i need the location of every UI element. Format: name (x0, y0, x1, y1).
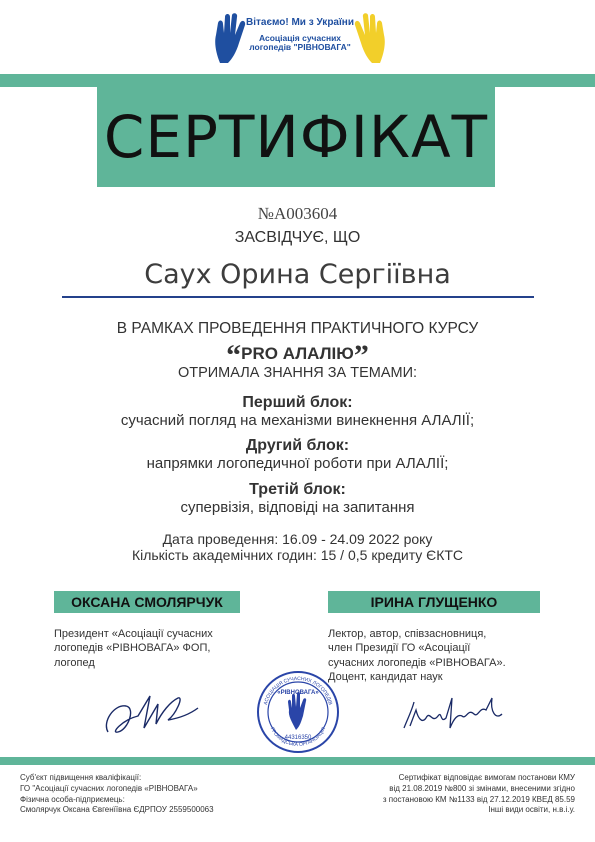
association-stamp (256, 670, 340, 754)
footer-right-line: Сертифікат відповідає вимогам постанови КМУ (398, 773, 575, 782)
left-signatory-banner (54, 591, 240, 613)
stamp-ring-text: АСОЦІАЦІЯ СУЧАСНИХ ЛОГОПЕДІВ (262, 675, 334, 706)
logo-association-name: логопедів "РІВНОВАГА" (249, 42, 351, 53)
left-signatory-name: ОКСАНА СМОЛЯРЧУК (71, 594, 223, 610)
left-signatory-description (54, 627, 213, 670)
academic-hours: Кількість академічних годин: 15 / 0,5 кредиту ЄКТС (131, 547, 464, 563)
top-stripe (0, 74, 595, 87)
footer-left-line: Фізична особа-підприємець: (20, 794, 125, 804)
block-3-title: Третій блок: (249, 481, 346, 498)
name-underline (62, 296, 534, 298)
right-desc-line: член Президії ГО «Асоціації (328, 642, 471, 655)
footer-left-line: Смолярчук Оксана Євгенїївна ЄДРПОУ 2559500063 (20, 805, 214, 815)
right-desc-line: Доцент, кандидат наук (328, 670, 443, 683)
footer-left-line: Суб'єкт підвищення кваліфікації: (20, 773, 142, 782)
knowledge-line: ОТРИМАЛА ЗНАННЯ ЗА ТЕМАМИ: (177, 365, 418, 381)
right-signature (396, 688, 508, 744)
open-quote: “ (226, 339, 242, 372)
block-3-text: супервізія, відповіді на запитання (180, 499, 415, 516)
stamp-code: 44316350 (284, 735, 312, 741)
right-signatory-name: ІРИНА ГЛУЩЕНКО (370, 594, 498, 610)
right-desc-line: Лектор, автор, співзасновниця, (328, 628, 487, 640)
footer-right-line: від 21.08.2019 №800 зі змінами, внесеними згідно (389, 783, 575, 793)
left-desc-line: логопед (54, 656, 95, 669)
footer-right-info (383, 773, 575, 816)
footer-left-info (20, 773, 214, 816)
stamp-bottom-text: ГРОМАДСЬКА ОРГАНІЗАЦІЯ (268, 726, 328, 749)
event-date: Дата проведення: 16.09 - 24.09 2022 року (162, 531, 433, 547)
blue-hand-icon (212, 13, 250, 65)
footer-right-line: Інші види освіти, н.в.і.у. (488, 805, 575, 815)
block-2-title: Другий блок: (245, 437, 350, 454)
left-desc-line: Президент «Асоціації сучасних (54, 628, 213, 640)
footer-stripe (0, 757, 595, 765)
left-desc-line: логопедів «РІВНОВАГА» ФОП, (54, 642, 211, 655)
title-banner (97, 87, 495, 187)
course-intro: В РАМКАХ ПРОВЕДЕННЯ ПРАКТИЧНОГО КУРСУ (116, 320, 479, 337)
block-2-text: напрямки логопедичної роботи при АЛАЛІЇ; (146, 455, 449, 472)
certifies-text: ЗАСВІДЧУЄ, ЩО (234, 229, 361, 246)
block-1-text: сучасний погляд на механізми винекнення АЛАЛІЇ; (120, 412, 475, 429)
stamp-center-text: «РІВНОВАГА» (277, 690, 319, 696)
certificate-title: СЕРТИФІКАТ (103, 103, 489, 171)
logo-greeting: Вітаємо! Ми з України (246, 17, 354, 28)
footer-right-line: з постановою КМ №1133 від 27.12.2019 КВЕД 85.59 (382, 794, 575, 804)
right-signatory-banner (328, 591, 540, 613)
right-signatory-description (328, 627, 506, 684)
right-desc-line: сучасних логопедів «РІВНОВАГА». (328, 656, 506, 669)
left-signature (98, 684, 202, 744)
yellow-hand-icon (350, 13, 388, 65)
certificate-number: №А003604 (257, 204, 338, 223)
course-title: PRO АЛАЛІЮ (241, 344, 354, 363)
association-logo (212, 9, 388, 71)
footer-left-line: ГО "Асоціації сучасних логопедів «РІВНОВАГА» (20, 783, 198, 793)
recipient-name: Саух Орина Сергіївна (144, 259, 451, 290)
block-1-title: Перший блок: (242, 394, 353, 411)
close-quote: ” (353, 339, 369, 372)
logo-association: Асоціація сучасних (258, 33, 342, 43)
